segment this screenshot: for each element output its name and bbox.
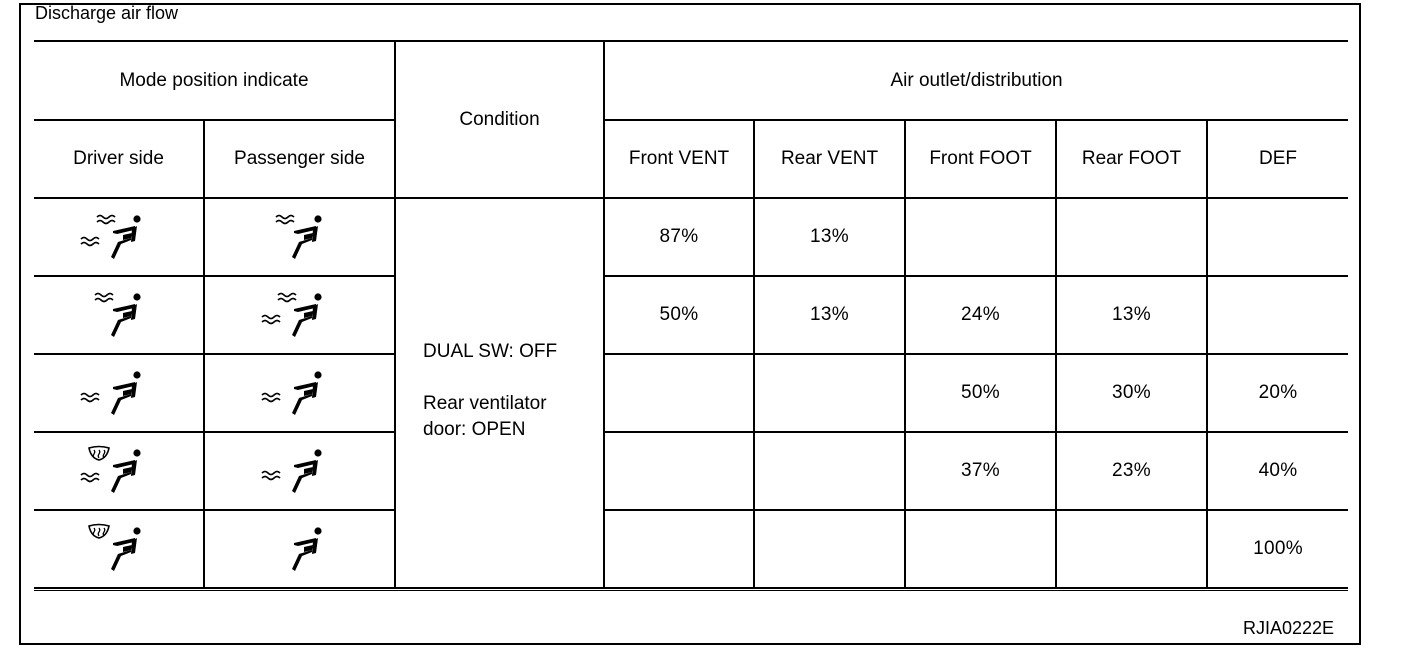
table-row: [34, 276, 1348, 354]
driver-mode-cell: [34, 510, 204, 588]
passenger-mode-cell: [204, 198, 395, 276]
rear-vent-value: 13%: [754, 276, 905, 354]
table-row: [34, 354, 1348, 432]
driver-mode-cell: [34, 198, 204, 276]
front-vent-value: [604, 510, 754, 588]
def-value: 100%: [1207, 510, 1348, 588]
foot-seat-icon: [79, 365, 159, 421]
rear-vent-value: [754, 432, 905, 510]
rear-foot-value: 13%: [1056, 276, 1207, 354]
bottom-rule: [34, 590, 1348, 591]
passenger-mode-cell: [204, 354, 395, 432]
front-foot-value: 24%: [905, 276, 1056, 354]
header-rear-vent: Rear VENT: [754, 120, 905, 198]
front-vent-value: [604, 354, 754, 432]
defrost-seat-icon: [79, 521, 159, 577]
front-foot-value: [905, 510, 1056, 588]
rear-foot-value: [1056, 198, 1207, 276]
def-value: [1207, 198, 1348, 276]
front-foot-value: 37%: [905, 432, 1056, 510]
vent-bilevel-seat-icon: [79, 209, 159, 265]
driver-mode-cell: [34, 432, 204, 510]
discharge-air-flow-table: [34, 40, 1348, 589]
header-def: DEF: [1207, 120, 1348, 198]
bilevel-seat-icon: [260, 287, 340, 343]
rear-vent-value: [754, 354, 905, 432]
foot-seat-icon: [260, 443, 340, 499]
passenger-mode-cell: [204, 510, 395, 588]
condition-door-open: door: OPEN: [423, 419, 526, 440]
header-condition: Condition: [395, 41, 604, 198]
table-row: [34, 198, 1348, 276]
rear-vent-value: 13%: [754, 198, 905, 276]
header-front-vent: Front VENT: [604, 120, 754, 198]
condition-cell: [395, 198, 604, 588]
passenger-mode-cell: [204, 276, 395, 354]
header-mode-position: Mode position indicate: [34, 41, 395, 120]
rear-foot-value: [1056, 510, 1207, 588]
passenger-mode-cell: [204, 432, 395, 510]
condition-rear-ventilator: Rear ventilator: [423, 393, 547, 414]
rear-foot-value: 23%: [1056, 432, 1207, 510]
vent-seat-icon: [79, 287, 159, 343]
seat-icon: [260, 521, 340, 577]
rear-foot-value: 30%: [1056, 354, 1207, 432]
table-row: [34, 510, 1348, 588]
header-driver-side: Driver side: [34, 120, 204, 198]
front-vent-value: [604, 432, 754, 510]
front-foot-value: [905, 198, 1056, 276]
def-value: 20%: [1207, 354, 1348, 432]
driver-mode-cell: [34, 276, 204, 354]
foot-seat-icon: [260, 365, 340, 421]
front-foot-value: 50%: [905, 354, 1056, 432]
header-passenger-side: Passenger side: [204, 120, 395, 198]
def-value: [1207, 276, 1348, 354]
condition-dual-sw: DUAL SW: OFF: [423, 341, 558, 362]
driver-mode-cell: [34, 354, 204, 432]
header-rear-foot: Rear FOOT: [1056, 120, 1207, 198]
header-front-foot: Front FOOT: [905, 120, 1056, 198]
vent-seat-icon: [260, 209, 340, 265]
defrost-foot-seat-icon: [79, 443, 159, 499]
rear-vent-value: [754, 510, 905, 588]
header-air-outlet: Air outlet/distribution: [604, 41, 1348, 120]
front-vent-value: 50%: [604, 276, 754, 354]
figure-code: RJIA0222E: [1243, 618, 1335, 638]
front-vent-value: 87%: [604, 198, 754, 276]
page-title: Discharge air flow: [35, 3, 179, 23]
def-value: 40%: [1207, 432, 1348, 510]
table-row: [34, 432, 1348, 510]
